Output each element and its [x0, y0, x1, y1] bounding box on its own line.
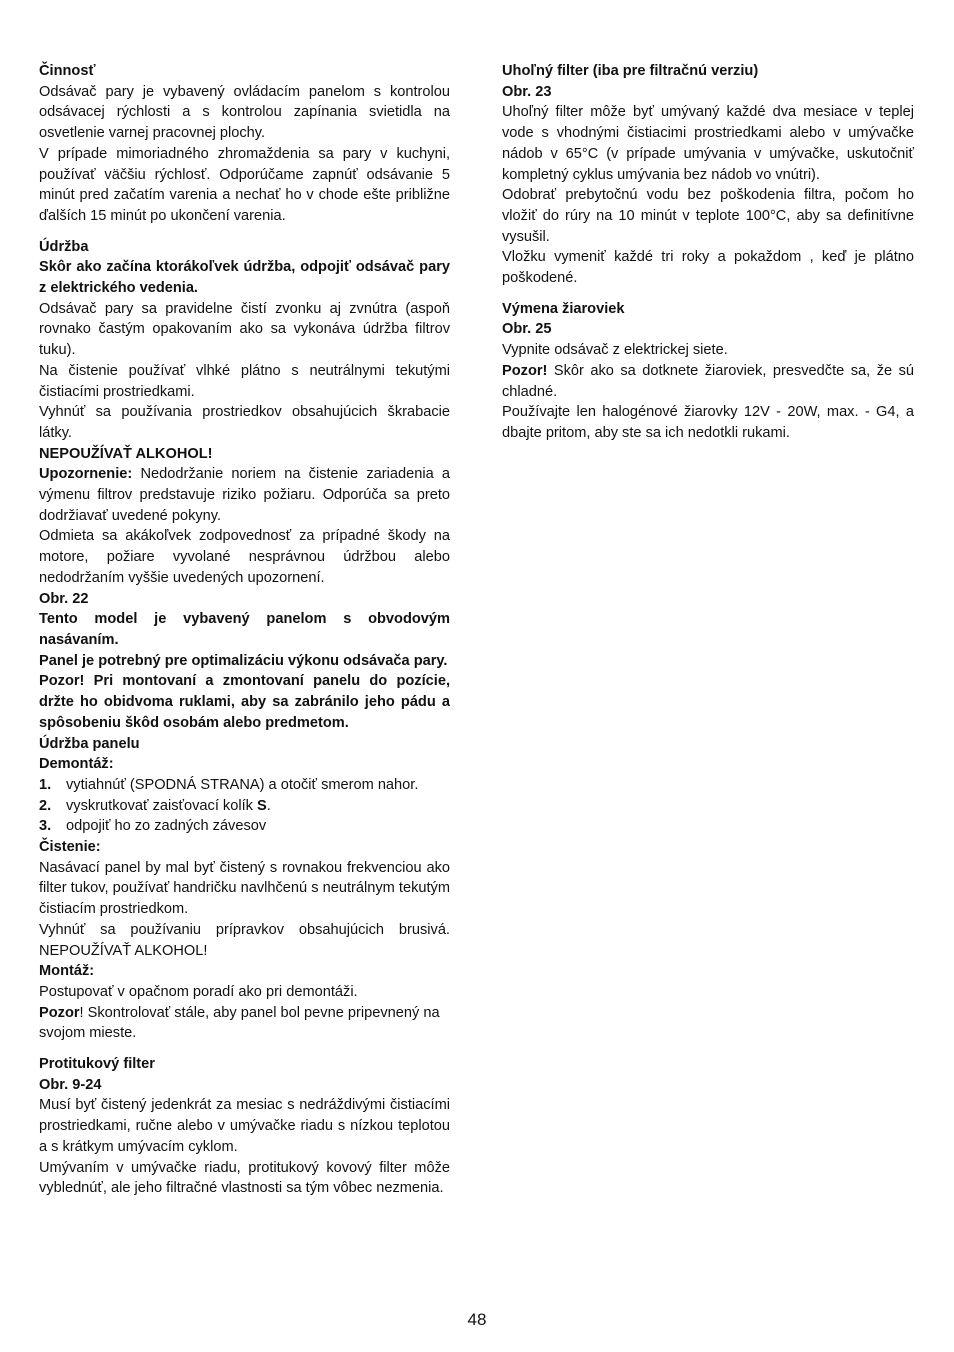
- pozor-label: Pozor!: [502, 362, 548, 379]
- paragraph: Na čistenie používať vlhké plátno s neutrálnymi tekutými čistiacími prostriedkami.: [39, 362, 450, 400]
- bold-paragraph: Panel je potrebný pre optimalizáciu výkonu odsávača pary.: [39, 652, 448, 669]
- figure-reference: Obr. 22: [39, 590, 89, 607]
- paragraph: Odsávač pary sa pravidelne čistí zvonku aj zvnútra (aspoň rovnako častým opakovaním ako sa vykonáva údržba filtrov tuku).: [39, 300, 450, 359]
- notice-paragraph: [39, 464, 450, 526]
- paragraph: Vložku vymeniť každé tri roky a pokaždom , keď je plátno poškodené.: [502, 249, 914, 287]
- section-heading: Uhoľný filter (iba pre filtračnú verziu): [502, 63, 759, 79]
- step-number: 2.: [39, 797, 52, 814]
- list-item: [39, 816, 450, 837]
- section-heading: Činnosť: [39, 63, 96, 79]
- section-cinnost: [39, 61, 450, 227]
- paragraph: Odmieta sa akákoľvek zodpovednosť za prípadné škody na motore, požiare vyvolané nesprávnou údržbou alebo nedodržaním vyššie uvedených upozornení.: [39, 528, 450, 586]
- step-tail: .: [266, 797, 271, 814]
- paragraph: Odobrať prebytočnú vodu bez poškodenia filtra, počom ho vložiť do rúry na 10 minút v teplote 100°C, aby sa definitívne vysušil.: [502, 187, 914, 245]
- list-item: [39, 775, 450, 796]
- bold-paragraph: Pozor! Pri montovaní a zmontovaní panelu do pozície, držte ho obidvoma ruklami, aby sa zabránilo jeho pádu a spôsobeniu škôd osobám alebo predmetom.: [39, 673, 450, 731]
- figure-reference: Obr. 25: [502, 321, 552, 338]
- pozor-label: Pozor: [39, 1004, 80, 1021]
- figure-reference: Obr. 23: [502, 83, 552, 100]
- paragraph: Odsávač pary je vybavený ovládacím panelom s kontrolou odsávacej rýchlosti a s kontrolou zapínania svietidla na osvetlenie varnej pracovnej plochy.: [39, 83, 450, 142]
- section-heading: Protitukový filter: [39, 1056, 155, 1073]
- paragraph: Musí byť čistený jedenkrát za mesiac s nedráždivými čistiacími prostriedkami, ručne alebo v umývačke riadu s nízkou teplotou a s krátkym umývacím cyklom.: [39, 1097, 450, 1155]
- pozor-text: Skôr ako sa dotknete žiaroviek, presvedčte sa, že sú chladné.: [502, 362, 914, 400]
- pozor-paragraph: [39, 1003, 450, 1044]
- bold-paragraph: Tento model je vybavený panelom s obvodovým nasávaním.: [39, 611, 450, 648]
- page-number: 48: [467, 1310, 487, 1329]
- warning-text: Skôr ako začína ktorákoľvek údržba, odpojiť odsávač pary z elektrického vedenia.: [39, 259, 450, 297]
- pozor-text: ! Skontrolovať stále, aby panel bol pevne pripevnený na svojom mieste.: [39, 1004, 440, 1042]
- step-number: 1.: [39, 776, 52, 793]
- list-item: [39, 796, 450, 817]
- paragraph: Uhoľný filter môže byť umývaný každé dva mesiace v teplej vode s vhodnými čistiacimi prostriedkami alebo v umývačke nádob v 65°C (v prípade umývania v umývačke, uskutočniť kompletný cyklus umývania bez nádob vo vnútri).: [502, 104, 914, 183]
- step-bold: S: [257, 797, 267, 814]
- section-udrzba: [39, 237, 450, 589]
- step-text: vyskrutkovať zaisťovací kolík: [66, 797, 257, 814]
- no-alcohol-warning: NEPOUŽÍVAŤ ALKOHOL!: [39, 445, 213, 462]
- section-protitukovy-filter: [39, 1054, 450, 1199]
- step-text: vytiahnúť (SPODNÁ STRANA) a otočiť smerom nahor.: [66, 776, 419, 793]
- step-text: odpojiť ho zo zadných závesov: [66, 818, 267, 835]
- section-heading: Výmena žiaroviek: [502, 300, 625, 317]
- subsection-heading: Údržba panelu: [39, 735, 140, 752]
- right-column: [502, 61, 914, 444]
- subsection-heading: Demontáž:: [39, 756, 114, 773]
- section-heading: Údržba: [39, 238, 89, 255]
- paragraph: Umývaním v umývačke riadu, protitukový kovový filter môže vyblednúť, ale jeho filtračné vlastnosti sa tým vôbec nezmenia.: [39, 1159, 450, 1197]
- step-number: 3.: [39, 818, 52, 835]
- subsection-heading: Montáž:: [39, 963, 95, 980]
- paragraph: V prípade mimoriadného zhromaždenia sa pary v kuchyni, používať väčšiu rýchlosť. Odporúčame zapnúť odsávanie 5 minút pred začatím varenia a nechať ho v chode ešte približne ďalších 15 minút po ukončení varenia.: [39, 145, 450, 224]
- section-uhlovy-filter: [502, 61, 914, 289]
- paragraph: Nasávací panel by mal byť čistený s rovnakou frekvenciou ako filter tukov, používať handričku navlhčenú s neutrálnym tekutým čistiacím prostriedkom.: [39, 859, 450, 918]
- paragraph: Používajte len halogénové žiarovky 12V - 20W, max. - G4, a dbajte pritom, aby ste sa ich nedotkli rukami.: [502, 404, 914, 441]
- pozor-paragraph: [502, 361, 914, 402]
- left-column: [39, 61, 450, 1199]
- section-vymena-ziaroviek: [502, 299, 914, 444]
- figure-reference: Obr. 9-24: [39, 1076, 102, 1093]
- paragraph: Vyhnúť sa používaniu prípravkov obsahujúcich brusivá. NEPOUŽÍVAŤ ALKOHOL!: [39, 921, 450, 959]
- paragraph: Postupovať v opačnom poradí ako pri demontáži.: [39, 983, 358, 1000]
- demontaz-steps: [39, 775, 450, 837]
- notice-label: Upozornenie:: [39, 466, 133, 483]
- paragraph: Vypnite odsávač z elektrickej siete.: [502, 342, 728, 359]
- section-panel: [39, 589, 450, 1044]
- notice-text: Nedodržanie noriem na čistenie zariadenia a výmenu filtrov predstavuje riziko požiaru. Odporúča sa preto dodržiavať uvedené pokyny.: [39, 466, 450, 524]
- paragraph: Vyhnúť sa používania prostriedkov obsahujúcich škrabacie látky.: [39, 404, 450, 441]
- subsection-heading: Čistenie:: [39, 839, 101, 856]
